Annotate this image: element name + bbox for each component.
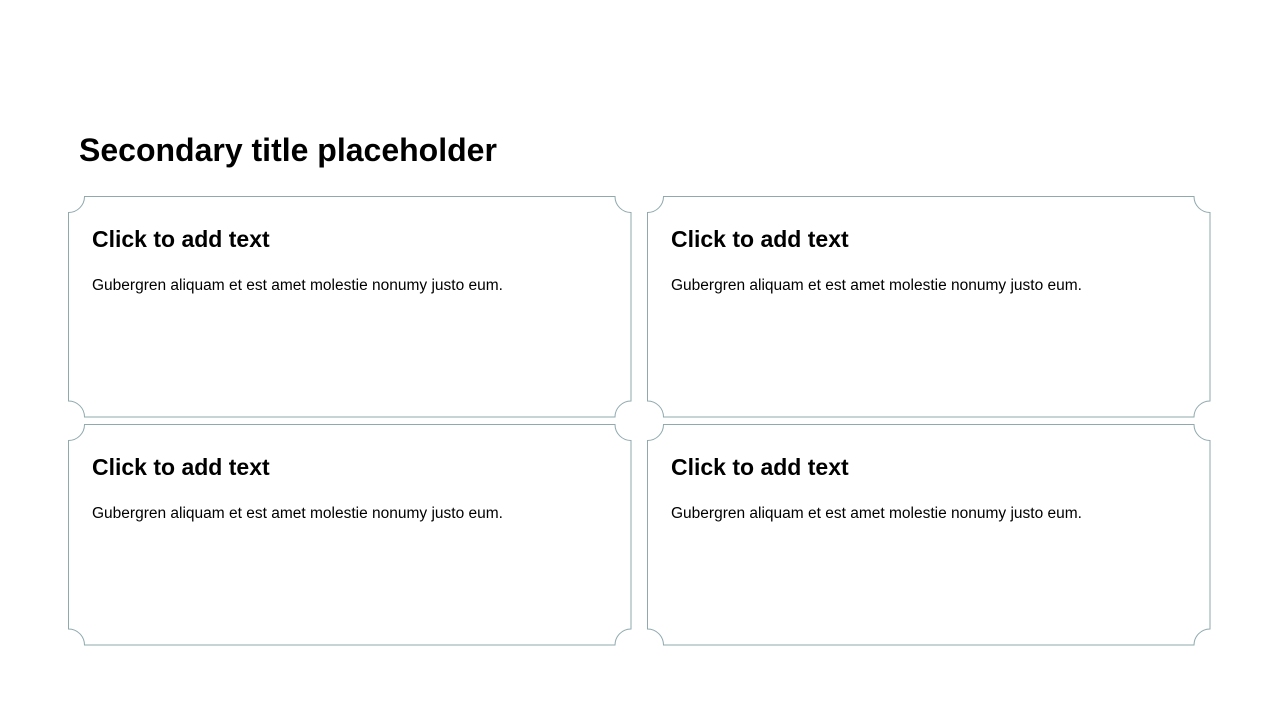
card-heading[interactable]: Click to add text (671, 226, 849, 252)
text-card-3[interactable] (68, 424, 632, 646)
card-heading[interactable]: Click to add text (671, 454, 849, 480)
card-body-text[interactable]: Gubergren aliquam et est amet molestie nonumy justo eum. (92, 277, 503, 294)
text-card-4[interactable] (647, 424, 1211, 646)
card-body-text[interactable]: Gubergren aliquam et est amet molestie nonumy justo eum. (671, 505, 1082, 522)
card-heading[interactable]: Click to add text (92, 454, 270, 480)
slide-title[interactable]: Secondary title placeholder (79, 132, 497, 168)
card-heading[interactable]: Click to add text (92, 226, 270, 252)
text-card-1[interactable] (68, 196, 632, 418)
card-body-text[interactable]: Gubergren aliquam et est amet molestie nonumy justo eum. (671, 277, 1082, 294)
text-card-2[interactable] (647, 196, 1211, 418)
card-body-text[interactable]: Gubergren aliquam et est amet molestie nonumy justo eum. (92, 505, 503, 522)
